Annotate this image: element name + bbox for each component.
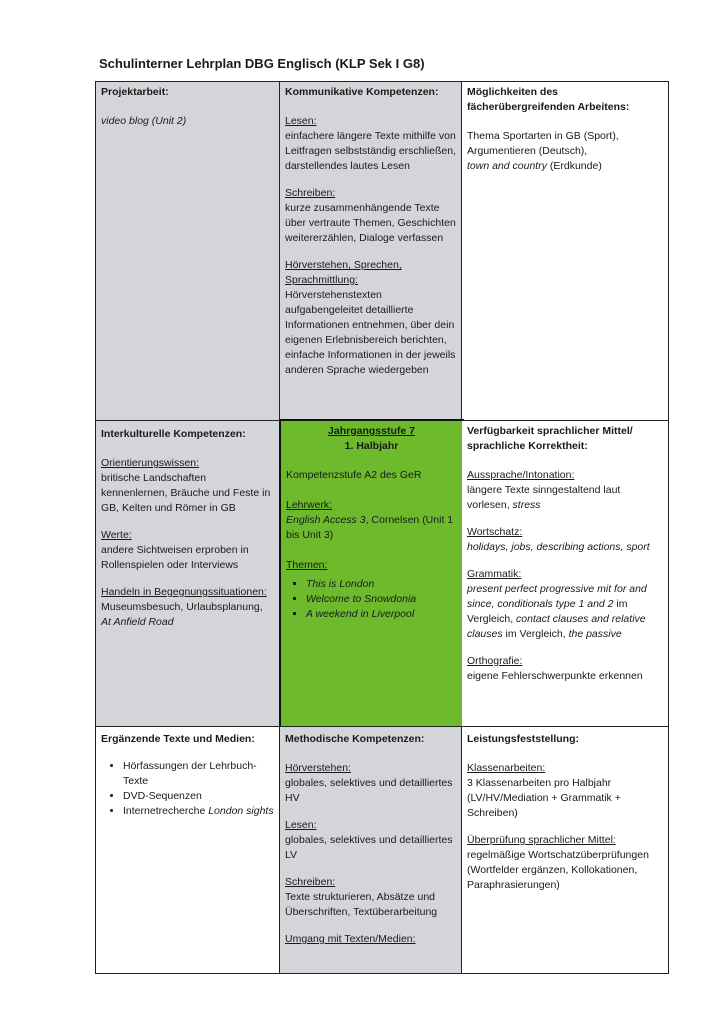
center-kompetenz: Kompetenzstufe A2 des GeR (286, 469, 422, 481)
faecher-line3: town and country (Erdkunde) (467, 160, 602, 172)
interkulturell-orientierung-text: britische Landschaften kennenlernen, Bräuche und Feste in GB, Kelten und Römer in GB (101, 472, 271, 514)
faecher-line2: Argumentieren (Deutsch), (467, 145, 588, 157)
cell-methodische-kompetenzen (280, 726, 462, 973)
center-lehrwerk-text: English Access 3, Cornelsen (Unit 1 bis Unit 3) (286, 514, 454, 541)
center-title1: Jahrgangsstufe 7 (328, 425, 415, 437)
center-lehrwerk-label: Lehrwerk: (286, 499, 333, 511)
kommunikativ-lesen-label: Lesen: (285, 115, 317, 127)
interkulturell-werte-label: Werte: (101, 529, 132, 541)
interkulturell-handeln-italic: At Anfield Road (101, 616, 174, 628)
list-item: ▪ Welcome to Snowdonia (306, 592, 457, 607)
kommunikativ-hoerverstehen-text: Hörverstehenstexten aufgabengeleitet detaillierte Informationen entnehmen, über dein eigenen Erlebnisbereich berichten, einfache Informationen in der jeweils anderen Sprache wiedergeben (285, 289, 456, 376)
list-item: • Hörfassungen der Lehrbuch-Texte (123, 759, 274, 789)
ueberpruefung-text: regelmäßige Wortschatzüberprüfungen (Wortfelder ergänzen, Kollokationen, Paraphrasierungen) (467, 849, 649, 891)
kommunikativ-schreiben-text: kurze zusammenhängende Texte über vertraute Themen, Geschichten weitererzählen, Dialoge verfassen (285, 202, 456, 244)
ergaenzend-heading: Ergänzende Texte und Medien: (101, 733, 255, 745)
cell-kommunikative-kompetenzen (280, 82, 462, 420)
wortschatz-text: holidays, jobs, describing actions, sport (467, 541, 650, 553)
curriculum-grid (95, 81, 669, 974)
kommunikativ-hoerverstehen-label: Hörverstehen, Sprechen, Sprachmittlung: (285, 259, 402, 286)
kommunikativ-schreiben-label: Schreiben: (285, 187, 336, 199)
page-title: Schulinterner Lehrplan DBG Englisch (KLP Sek I G8) (99, 56, 425, 71)
orthografie-label: Orthografie: (467, 655, 523, 667)
wortschatz-label: Wortschatz: (467, 526, 523, 538)
interkulturell-handeln-text: Museumsbesuch, Urlaubsplanung, (101, 601, 263, 613)
cell-interkulturelle-kompetenzen (96, 420, 280, 726)
aussprache-label: Aussprache/Intonation: (467, 469, 575, 481)
center-themen-list (286, 577, 457, 622)
klassenarbeiten-text: 3 Klassenarbeiten pro Halbjahr (LV/HV/Mediation + Grammatik + Schreiben) (467, 777, 621, 819)
cell-projektarbeit (96, 82, 280, 420)
cell-verfuegbarkeit (462, 420, 668, 726)
methodisch-umgang-label: Umgang mit Texten/Medien: (285, 933, 416, 945)
methodisch-lesen-label: Lesen: (285, 819, 317, 831)
methodisch-hoerverstehen-label: Hörverstehen: (285, 762, 351, 774)
aussprache-text: längere Texte sinngestaltend laut vorlesen, stress (467, 484, 621, 511)
interkulturell-heading: Interkulturelle Kompetenzen: (101, 428, 246, 440)
cell-jahrgangsstufe (279, 419, 464, 728)
methodisch-schreiben-text: Texte strukturieren, Absätze und Überschriften, Textüberarbeitung (285, 891, 438, 918)
kommunikativ-heading: Kommunikative Kompetenzen: (285, 86, 439, 98)
list-item: ▪ A weekend in Liverpool (306, 607, 457, 622)
faecher-heading: Möglichkeiten des fächerübergreifenden Arbeitens: (467, 86, 630, 113)
ergaenzend-list (101, 759, 274, 819)
center-title2: 1. Halbjahr (344, 440, 399, 452)
list-item: ▪ This is London (306, 577, 457, 592)
grammatik-text: present perfect progressive mit for and since, conditionals type 1 and 2 im Vergleich, contact clauses and relative clauses im Vergleich, the passive (467, 583, 647, 640)
projektarbeit-heading: Projektarbeit: (101, 86, 169, 98)
interkulturell-werte-text: andere Sichtweisen erproben in Rollenspielen oder Interviews (101, 544, 249, 571)
interkulturell-orientierung-label: Orientierungswissen: (101, 457, 200, 469)
orthografie-text: eigene Fehlerschwerpunkte erkennen (467, 670, 643, 682)
leistung-heading: Leistungsfeststellung: (467, 733, 580, 745)
faecher-line1: Thema Sportarten in GB (Sport), (467, 130, 619, 142)
list-item: • DVD-Sequenzen (123, 789, 274, 804)
ueberpruefung-label: Überprüfung sprachlicher Mittel: (467, 834, 616, 846)
kommunikativ-lesen-text: einfachere längere Texte mithilfe von Leitfragen selbstständig erschließen, darstellendes lautes Lesen (285, 130, 457, 172)
center-themen-label: Themen: (286, 559, 328, 571)
grammatik-label: Grammatik: (467, 568, 522, 580)
cell-ergaenzende-texte (96, 726, 280, 973)
list-item: • Internetrecherche London sights (123, 804, 274, 819)
cell-leistungsfeststellung (462, 726, 668, 973)
methodisch-hoerverstehen-text: globales, selektives und detailliertes HV (285, 777, 453, 804)
projektarbeit-text: video blog (Unit 2) (101, 115, 187, 127)
methodisch-lesen-text: globales, selektives und detailliertes LV (285, 834, 453, 861)
verfuegbarkeit-heading: Verfügbarkeit sprachlicher Mittel/ sprachliche Korrektheit: (467, 425, 633, 452)
interkulturell-handeln-label: Handeln in Begegnungssituationen: (101, 586, 267, 598)
methodisch-schreiben-label: Schreiben: (285, 876, 336, 888)
klassenarbeiten-label: Klassenarbeiten: (467, 762, 546, 774)
methodisch-heading: Methodische Kompetenzen: (285, 733, 425, 745)
cell-faecheruebergreifend (462, 82, 668, 420)
